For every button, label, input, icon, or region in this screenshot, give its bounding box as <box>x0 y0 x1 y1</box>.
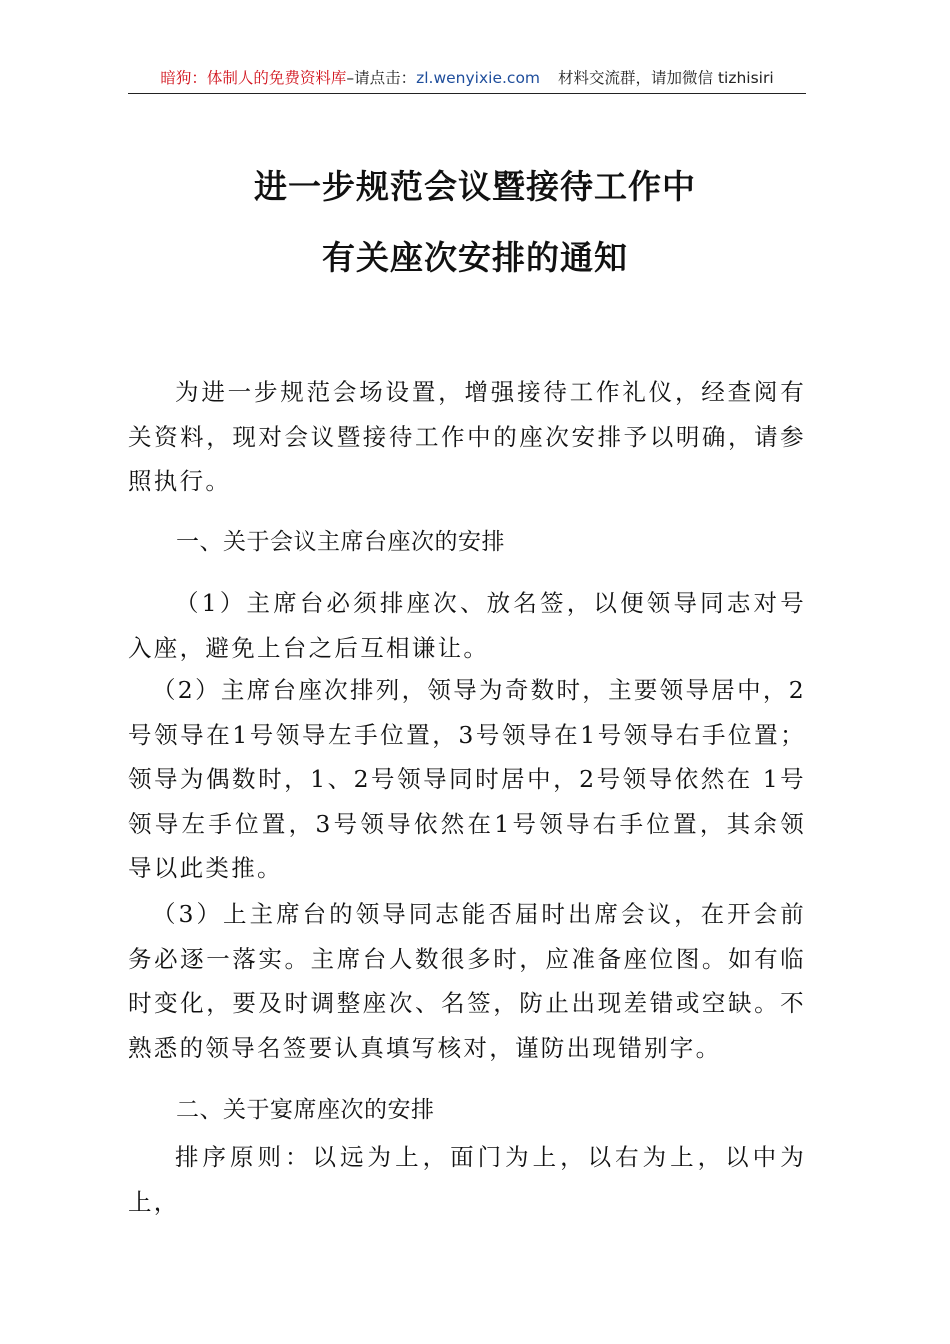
document-title-line-2: 有关座次安排的通知 <box>322 238 628 277</box>
page-header <box>128 66 806 94</box>
header-click-prefix: –请点击： <box>346 69 417 87</box>
header-brand: 暗狗：体制人的免费资料库 <box>160 69 347 87</box>
section-1-item-1: （1）主席台必须排座次、放名签，以便领导同志对号入座，避免上台之后互相谦让。 <box>128 589 806 662</box>
header-link[interactable]: zl.wenyixie.com <box>416 69 541 87</box>
document-title-line-1: 进一步规范会议暨接待工作中 <box>254 167 696 206</box>
section-2-heading: 二、关于宴席座次的安排 <box>176 1097 435 1123</box>
header-wechat: 材料交流群，请加微信 tizhisiri <box>558 69 774 87</box>
section-1-item-3: （3）上主席台的领导同志能否届时出席会议，在开会前务必逐一落实。主席台人数很多时，应准备座位图。如有临时变化，要及时调整座次、名签，防止出现差错或空缺。不熟悉的领导名签要认真填写核对，谨防出现错别字。 <box>128 900 806 1062</box>
section-1-heading: 一、关于会议主席台座次的安排 <box>176 529 505 555</box>
section-2-paragraph: 排序原则：以远为上，面门为上，以右为上，以中为上， <box>128 1143 806 1216</box>
section-1-item-2: （2）主席台座次排列，领导为奇数时，主要领导居中，2号领导在1号领导左手位置，3号领导在1号领导右手位置；领导为偶数时，1、2号领导同时居中，2号领导依然在 1号领导左手位置，3号领导依然在1号领导右手位置，其余领导以此类推。 <box>128 676 806 882</box>
intro-paragraph: 为进一步规范会场设置，增强接待工作礼仪，经查阅有关资料，现对会议暨接待工作中的座次安排予以明确，请参照执行。 <box>128 378 806 495</box>
